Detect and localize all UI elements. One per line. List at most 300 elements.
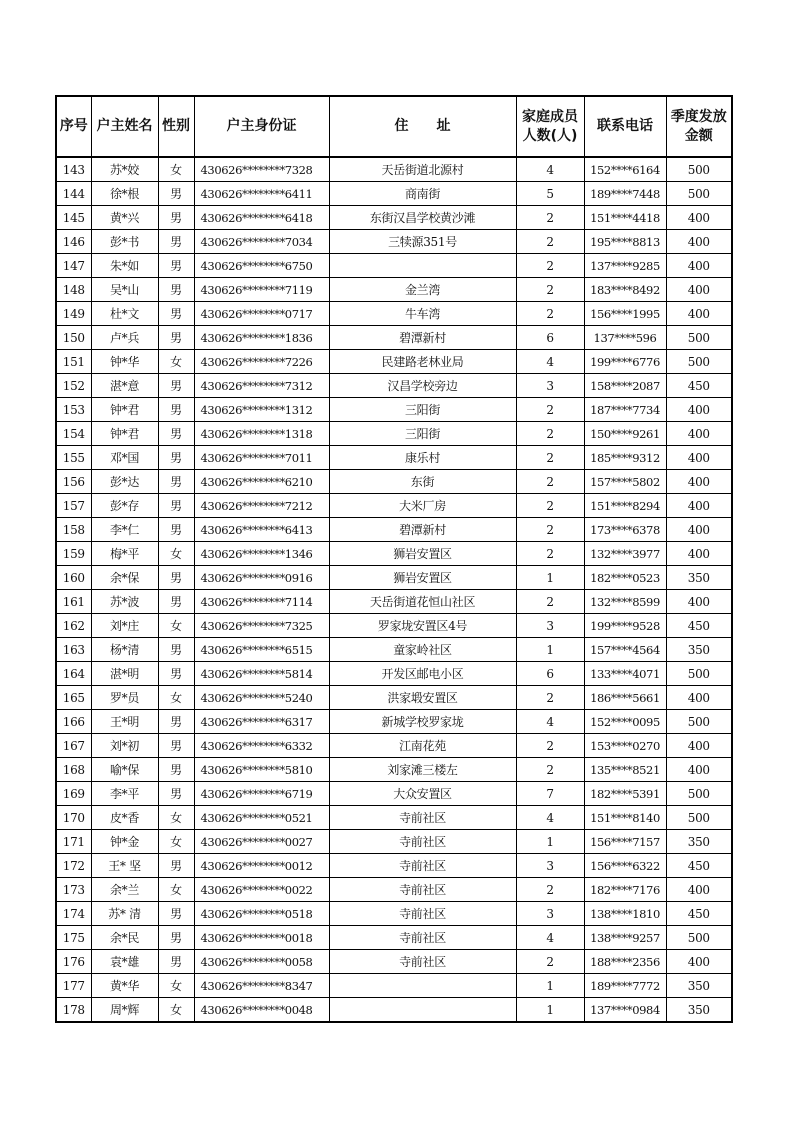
cell-gender: 男 — [158, 422, 194, 446]
cell-phone: 137****0984 — [584, 998, 666, 1023]
cell-phone: 151****8294 — [584, 494, 666, 518]
cell-gender: 男 — [158, 230, 194, 254]
subsidy-table — [55, 95, 733, 1023]
cell-gender: 男 — [158, 278, 194, 302]
cell-name: 余*兰 — [91, 878, 158, 902]
cell-phone: 183****8492 — [584, 278, 666, 302]
cell-id-number: 430626********6418 — [194, 206, 329, 230]
cell-gender: 女 — [158, 998, 194, 1023]
cell-index: 177 — [56, 974, 91, 998]
cell-index: 161 — [56, 590, 91, 614]
cell-name: 朱*如 — [91, 254, 158, 278]
table-row — [56, 566, 732, 590]
cell-family-members: 2 — [516, 686, 584, 710]
table-row — [56, 278, 732, 302]
header-family-members: 家庭成员人数(人) — [516, 96, 584, 157]
cell-family-members: 3 — [516, 374, 584, 398]
cell-address: 寺前社区 — [329, 830, 516, 854]
cell-id-number: 430626********0717 — [194, 302, 329, 326]
cell-index: 145 — [56, 206, 91, 230]
cell-address: 大众安置区 — [329, 782, 516, 806]
table-row — [56, 470, 732, 494]
cell-id-number: 430626********6719 — [194, 782, 329, 806]
cell-amount: 400 — [666, 542, 732, 566]
cell-gender: 女 — [158, 157, 194, 182]
cell-index: 173 — [56, 878, 91, 902]
cell-family-members: 2 — [516, 446, 584, 470]
table-row — [56, 662, 732, 686]
cell-amount: 400 — [666, 590, 732, 614]
cell-index: 176 — [56, 950, 91, 974]
cell-amount: 400 — [666, 278, 732, 302]
cell-index: 168 — [56, 758, 91, 782]
cell-amount: 500 — [666, 806, 732, 830]
table-row — [56, 926, 732, 950]
table-row — [56, 806, 732, 830]
cell-address: 刘家滩三楼左 — [329, 758, 516, 782]
table-row — [56, 326, 732, 350]
cell-family-members: 2 — [516, 302, 584, 326]
cell-phone: 187****7734 — [584, 398, 666, 422]
cell-phone: 195****8813 — [584, 230, 666, 254]
cell-name: 邓*国 — [91, 446, 158, 470]
cell-amount: 350 — [666, 830, 732, 854]
cell-family-members: 2 — [516, 278, 584, 302]
cell-address: 三犊源351号 — [329, 230, 516, 254]
cell-index: 151 — [56, 350, 91, 374]
cell-index: 171 — [56, 830, 91, 854]
cell-gender: 男 — [158, 902, 194, 926]
cell-name: 吴*山 — [91, 278, 158, 302]
cell-address: 碧潭新村 — [329, 326, 516, 350]
cell-id-number: 430626********6750 — [194, 254, 329, 278]
cell-gender: 男 — [158, 206, 194, 230]
cell-phone: 132****3977 — [584, 542, 666, 566]
cell-gender: 男 — [158, 590, 194, 614]
cell-gender: 女 — [158, 686, 194, 710]
cell-index: 166 — [56, 710, 91, 734]
cell-address: 寺前社区 — [329, 950, 516, 974]
cell-index: 174 — [56, 902, 91, 926]
cell-name: 湛*意 — [91, 374, 158, 398]
cell-gender: 女 — [158, 614, 194, 638]
cell-index: 153 — [56, 398, 91, 422]
cell-address: 寺前社区 — [329, 854, 516, 878]
table-row — [56, 902, 732, 926]
header-id-number: 户主身份证 — [194, 96, 329, 157]
cell-phone: 199****9528 — [584, 614, 666, 638]
table-row — [56, 950, 732, 974]
cell-gender: 女 — [158, 542, 194, 566]
cell-index: 152 — [56, 374, 91, 398]
header-index: 序号 — [56, 96, 91, 157]
cell-phone: 135****8521 — [584, 758, 666, 782]
cell-gender: 男 — [158, 470, 194, 494]
cell-id-number: 430626********6317 — [194, 710, 329, 734]
cell-gender: 男 — [158, 302, 194, 326]
cell-address — [329, 998, 516, 1023]
cell-id-number: 430626********7114 — [194, 590, 329, 614]
cell-gender: 男 — [158, 518, 194, 542]
table-row — [56, 182, 732, 206]
cell-phone: 156****1995 — [584, 302, 666, 326]
cell-name: 罗*员 — [91, 686, 158, 710]
cell-amount: 400 — [666, 446, 732, 470]
cell-id-number: 430626********0916 — [194, 566, 329, 590]
cell-amount: 400 — [666, 470, 732, 494]
cell-phone: 152****6164 — [584, 157, 666, 182]
cell-index: 143 — [56, 157, 91, 182]
cell-index: 156 — [56, 470, 91, 494]
cell-id-number: 430626********6332 — [194, 734, 329, 758]
cell-phone: 186****5661 — [584, 686, 666, 710]
cell-gender: 男 — [158, 734, 194, 758]
cell-family-members: 2 — [516, 470, 584, 494]
cell-index: 178 — [56, 998, 91, 1023]
cell-address: 大米厂房 — [329, 494, 516, 518]
cell-amount: 500 — [666, 782, 732, 806]
cell-amount: 400 — [666, 518, 732, 542]
table-row — [56, 398, 732, 422]
cell-id-number: 430626********7328 — [194, 157, 329, 182]
table-row — [56, 350, 732, 374]
cell-address: 商南街 — [329, 182, 516, 206]
cell-phone: 133****4071 — [584, 662, 666, 686]
cell-index: 163 — [56, 638, 91, 662]
cell-name: 袁*雄 — [91, 950, 158, 974]
cell-phone: 152****0095 — [584, 710, 666, 734]
cell-address: 康乐村 — [329, 446, 516, 470]
cell-gender: 男 — [158, 638, 194, 662]
cell-address: 三阳街 — [329, 422, 516, 446]
cell-family-members: 2 — [516, 590, 584, 614]
cell-address: 童家岭社区 — [329, 638, 516, 662]
cell-family-members: 4 — [516, 350, 584, 374]
cell-amount: 400 — [666, 758, 732, 782]
cell-name: 王*明 — [91, 710, 158, 734]
cell-id-number: 430626********5810 — [194, 758, 329, 782]
cell-id-number: 430626********1318 — [194, 422, 329, 446]
cell-phone: 138****9257 — [584, 926, 666, 950]
table-row — [56, 974, 732, 998]
table-row — [56, 157, 732, 182]
cell-phone: 189****7448 — [584, 182, 666, 206]
cell-phone: 138****1810 — [584, 902, 666, 926]
table-body — [56, 157, 732, 1022]
cell-id-number: 430626********0012 — [194, 854, 329, 878]
cell-amount: 400 — [666, 230, 732, 254]
cell-family-members: 7 — [516, 782, 584, 806]
cell-id-number: 430626********0048 — [194, 998, 329, 1023]
table-row — [56, 230, 732, 254]
cell-family-members: 2 — [516, 758, 584, 782]
cell-name: 钟*华 — [91, 350, 158, 374]
cell-id-number: 430626********0521 — [194, 806, 329, 830]
cell-family-members: 2 — [516, 494, 584, 518]
cell-name: 黄*兴 — [91, 206, 158, 230]
cell-address: 开发区邮电小区 — [329, 662, 516, 686]
cell-amount: 450 — [666, 374, 732, 398]
cell-index: 148 — [56, 278, 91, 302]
cell-address: 金兰湾 — [329, 278, 516, 302]
cell-amount: 350 — [666, 638, 732, 662]
cell-amount: 500 — [666, 710, 732, 734]
cell-family-members: 4 — [516, 926, 584, 950]
cell-family-members: 2 — [516, 518, 584, 542]
cell-gender: 男 — [158, 566, 194, 590]
cell-family-members: 3 — [516, 902, 584, 926]
cell-amount: 450 — [666, 614, 732, 638]
cell-amount: 400 — [666, 686, 732, 710]
cell-family-members: 1 — [516, 830, 584, 854]
cell-name: 周*辉 — [91, 998, 158, 1023]
cell-id-number: 430626********8347 — [194, 974, 329, 998]
cell-name: 余*保 — [91, 566, 158, 590]
cell-address: 东街 — [329, 470, 516, 494]
cell-amount: 350 — [666, 974, 732, 998]
cell-amount: 400 — [666, 734, 732, 758]
cell-gender: 男 — [158, 326, 194, 350]
cell-amount: 500 — [666, 157, 732, 182]
cell-index: 150 — [56, 326, 91, 350]
cell-id-number: 430626********7119 — [194, 278, 329, 302]
cell-gender: 男 — [158, 398, 194, 422]
cell-gender: 女 — [158, 806, 194, 830]
cell-address: 狮岩安置区 — [329, 566, 516, 590]
table-row — [56, 734, 732, 758]
cell-gender: 女 — [158, 350, 194, 374]
cell-phone: 151****8140 — [584, 806, 666, 830]
cell-family-members: 2 — [516, 734, 584, 758]
table-row — [56, 614, 732, 638]
cell-phone: 137****9285 — [584, 254, 666, 278]
cell-index: 165 — [56, 686, 91, 710]
cell-amount: 400 — [666, 494, 732, 518]
cell-gender: 男 — [158, 758, 194, 782]
cell-id-number: 430626********0018 — [194, 926, 329, 950]
cell-phone: 132****8599 — [584, 590, 666, 614]
cell-amount: 500 — [666, 350, 732, 374]
cell-index: 169 — [56, 782, 91, 806]
cell-amount: 400 — [666, 254, 732, 278]
cell-family-members: 2 — [516, 254, 584, 278]
header-amount: 季度发放金额 — [666, 96, 732, 157]
table-row — [56, 758, 732, 782]
cell-id-number: 430626********1836 — [194, 326, 329, 350]
cell-amount: 450 — [666, 854, 732, 878]
cell-name: 彭*存 — [91, 494, 158, 518]
table-row — [56, 518, 732, 542]
cell-gender: 男 — [158, 182, 194, 206]
cell-index: 155 — [56, 446, 91, 470]
cell-gender: 男 — [158, 950, 194, 974]
cell-phone: 182****7176 — [584, 878, 666, 902]
cell-name: 李*平 — [91, 782, 158, 806]
cell-id-number: 430626********7312 — [194, 374, 329, 398]
cell-index: 144 — [56, 182, 91, 206]
table-row — [56, 686, 732, 710]
cell-name: 钟*君 — [91, 398, 158, 422]
cell-phone: 151****4418 — [584, 206, 666, 230]
cell-family-members: 1 — [516, 638, 584, 662]
cell-address: 天岳街道花恒山社区 — [329, 590, 516, 614]
table-row — [56, 782, 732, 806]
table-row — [56, 638, 732, 662]
table-row — [56, 494, 732, 518]
cell-name: 卢*兵 — [91, 326, 158, 350]
cell-gender: 女 — [158, 878, 194, 902]
cell-id-number: 430626********0022 — [194, 878, 329, 902]
cell-name: 湛*明 — [91, 662, 158, 686]
cell-name: 苏*姣 — [91, 157, 158, 182]
cell-family-members: 6 — [516, 326, 584, 350]
cell-gender: 男 — [158, 254, 194, 278]
cell-address: 民建路老林业局 — [329, 350, 516, 374]
cell-name: 钟*金 — [91, 830, 158, 854]
header-name: 户主姓名 — [91, 96, 158, 157]
cell-id-number: 430626********1312 — [194, 398, 329, 422]
cell-family-members: 2 — [516, 878, 584, 902]
cell-index: 157 — [56, 494, 91, 518]
cell-index: 149 — [56, 302, 91, 326]
cell-id-number: 430626********0027 — [194, 830, 329, 854]
cell-name: 彭*达 — [91, 470, 158, 494]
cell-name: 梅*平 — [91, 542, 158, 566]
cell-index: 162 — [56, 614, 91, 638]
cell-phone: 189****7772 — [584, 974, 666, 998]
cell-address: 天岳街道北源村 — [329, 157, 516, 182]
cell-gender: 男 — [158, 662, 194, 686]
header-gender: 性别 — [158, 96, 194, 157]
cell-phone: 185****9312 — [584, 446, 666, 470]
cell-name: 皮*香 — [91, 806, 158, 830]
table-row — [56, 830, 732, 854]
cell-phone: 199****6776 — [584, 350, 666, 374]
cell-address: 寺前社区 — [329, 902, 516, 926]
header-address: 住 址 — [329, 96, 516, 157]
cell-phone: 150****9261 — [584, 422, 666, 446]
table-row — [56, 302, 732, 326]
cell-family-members: 2 — [516, 422, 584, 446]
cell-id-number: 430626********7011 — [194, 446, 329, 470]
cell-index: 159 — [56, 542, 91, 566]
cell-phone: 158****2087 — [584, 374, 666, 398]
cell-address: 罗家垅安置区4号 — [329, 614, 516, 638]
cell-phone: 153****0270 — [584, 734, 666, 758]
table-row — [56, 446, 732, 470]
cell-gender: 男 — [158, 854, 194, 878]
cell-index: 167 — [56, 734, 91, 758]
cell-phone: 156****6322 — [584, 854, 666, 878]
cell-id-number: 430626********6413 — [194, 518, 329, 542]
cell-id-number: 430626********7034 — [194, 230, 329, 254]
cell-index: 160 — [56, 566, 91, 590]
cell-name: 杜*文 — [91, 302, 158, 326]
cell-phone: 173****6378 — [584, 518, 666, 542]
cell-family-members: 6 — [516, 662, 584, 686]
cell-amount: 400 — [666, 206, 732, 230]
cell-address: 东街汉昌学校黄沙滩 — [329, 206, 516, 230]
header-phone: 联系电话 — [584, 96, 666, 157]
table-row — [56, 254, 732, 278]
table-row — [56, 998, 732, 1023]
cell-family-members: 2 — [516, 206, 584, 230]
cell-family-members: 1 — [516, 566, 584, 590]
cell-amount: 500 — [666, 926, 732, 950]
cell-name: 王* 坚 — [91, 854, 158, 878]
cell-id-number: 430626********0058 — [194, 950, 329, 974]
cell-id-number: 430626********7226 — [194, 350, 329, 374]
cell-gender: 男 — [158, 710, 194, 734]
cell-amount: 500 — [666, 326, 732, 350]
cell-family-members: 5 — [516, 182, 584, 206]
cell-phone: 188****2356 — [584, 950, 666, 974]
cell-phone: 157****4564 — [584, 638, 666, 662]
cell-gender: 女 — [158, 830, 194, 854]
cell-id-number: 430626********5240 — [194, 686, 329, 710]
cell-gender: 女 — [158, 974, 194, 998]
cell-family-members: 4 — [516, 157, 584, 182]
cell-amount: 500 — [666, 662, 732, 686]
cell-gender: 男 — [158, 926, 194, 950]
header-row — [56, 96, 732, 157]
cell-index: 154 — [56, 422, 91, 446]
cell-address — [329, 974, 516, 998]
cell-id-number: 430626********6515 — [194, 638, 329, 662]
cell-family-members: 2 — [516, 542, 584, 566]
cell-gender: 男 — [158, 374, 194, 398]
cell-index: 170 — [56, 806, 91, 830]
cell-gender: 男 — [158, 782, 194, 806]
cell-amount: 400 — [666, 398, 732, 422]
cell-family-members: 2 — [516, 230, 584, 254]
cell-address: 汉昌学校旁边 — [329, 374, 516, 398]
cell-name: 钟*君 — [91, 422, 158, 446]
cell-id-number: 430626********7212 — [194, 494, 329, 518]
cell-id-number: 430626********1346 — [194, 542, 329, 566]
cell-index: 158 — [56, 518, 91, 542]
cell-address: 碧潭新村 — [329, 518, 516, 542]
cell-address: 牛车湾 — [329, 302, 516, 326]
cell-address: 狮岩安置区 — [329, 542, 516, 566]
cell-address: 江南花苑 — [329, 734, 516, 758]
cell-index: 172 — [56, 854, 91, 878]
cell-index: 146 — [56, 230, 91, 254]
table-row — [56, 878, 732, 902]
cell-phone: 157****5802 — [584, 470, 666, 494]
cell-phone: 137****596 — [584, 326, 666, 350]
cell-address: 寺前社区 — [329, 926, 516, 950]
cell-phone: 182****0523 — [584, 566, 666, 590]
cell-id-number: 430626********5814 — [194, 662, 329, 686]
cell-address: 三阳街 — [329, 398, 516, 422]
cell-name: 苏*波 — [91, 590, 158, 614]
table-row — [56, 542, 732, 566]
cell-name: 余*民 — [91, 926, 158, 950]
cell-family-members: 1 — [516, 974, 584, 998]
cell-family-members: 3 — [516, 614, 584, 638]
cell-name: 刘*庄 — [91, 614, 158, 638]
cell-amount: 400 — [666, 302, 732, 326]
cell-name: 喻*保 — [91, 758, 158, 782]
cell-family-members: 3 — [516, 854, 584, 878]
cell-phone: 156****7157 — [584, 830, 666, 854]
cell-gender: 男 — [158, 494, 194, 518]
cell-address: 寺前社区 — [329, 878, 516, 902]
cell-name: 徐*根 — [91, 182, 158, 206]
cell-id-number: 430626********0518 — [194, 902, 329, 926]
cell-name: 彭*书 — [91, 230, 158, 254]
